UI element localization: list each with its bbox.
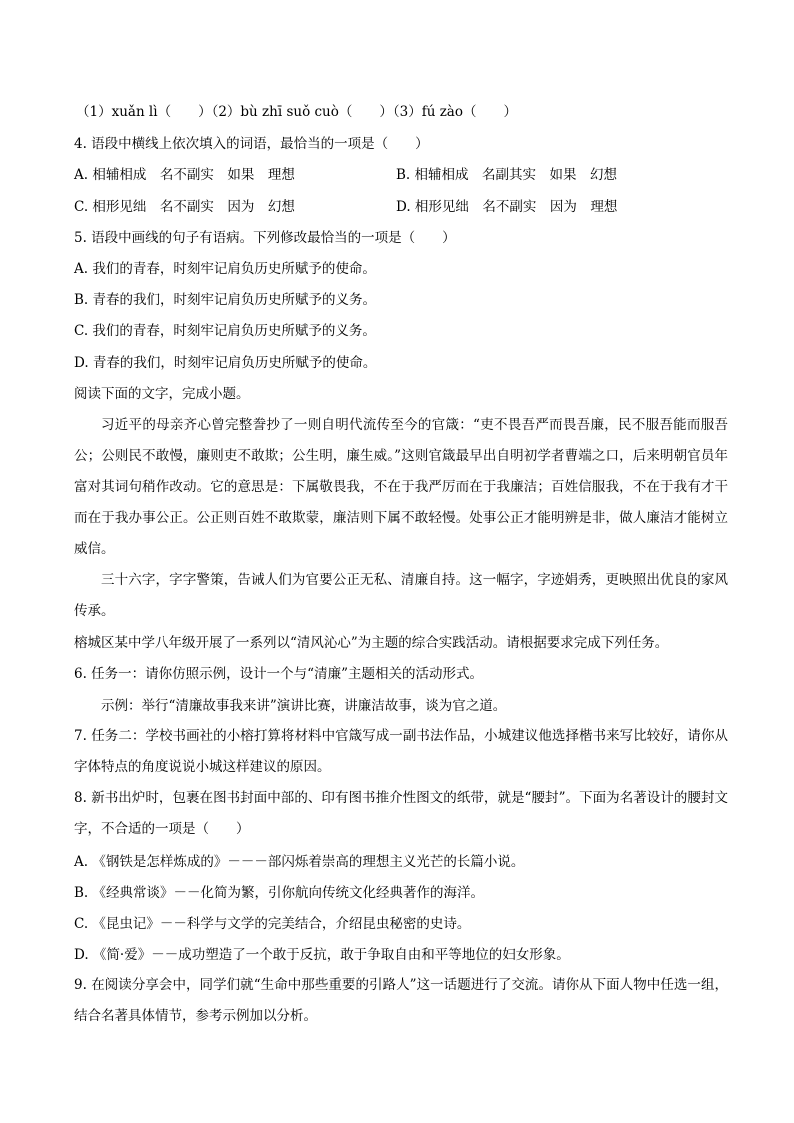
q4-option-b: B. 相辅相成 名副其实 如果 幻想 xyxy=(396,167,618,183)
q4-options-row-2 xyxy=(74,197,674,217)
q8-option-a: A. 《钢铁是怎样炼成的》－－－部闪烁着崇高的理想主义光芒的长篇小说。 xyxy=(74,854,525,870)
q4-option-c: C. 相形见绌 名不副实 因为 幻想 xyxy=(74,199,295,215)
q4-option-d: D. 相形见绌 名不副实 因为 理想 xyxy=(396,199,618,215)
q4-option-a: A. 相辅相成 名不副实 如果 理想 xyxy=(74,167,295,183)
q5-option-d: D. 青春的我们，时刻牢记肩负历史所赋予的使命。 xyxy=(74,355,377,371)
q4-options-row-1 xyxy=(74,165,674,185)
q8-option-d: D. 《简·爱》－－成功塑造了一个敢于反抗，敢于争取自由和平等地位的妇女形象。 xyxy=(74,947,570,963)
q8-stem: 8. 新书出炉时，包裹在图书封面中部的、印有图书推介性图文的纸带，就是“腰封”。下面为名著设计的腰封文字，不合适的一项是（ ） xyxy=(74,790,728,837)
activity-intro: 榕城区某中学八年级开展了一系列以“清风沁心”为主题的综合实践活动。请根据要求完成下列任务。 xyxy=(74,635,669,651)
q7-task: 7. 任务二：学校书画社的小榕打算将材料中官箴写成一副书法作品，小城建议他选择楷书来写比较好，请你从字体特点的角度说说小城这样建议的原因。 xyxy=(74,728,728,775)
q6-example: 示例：举行“清廉故事我来讲”演讲比赛，讲廉洁故事，谈为官之道。 xyxy=(101,698,507,714)
reading-intro: 阅读下面的文字，完成小题。 xyxy=(74,386,250,402)
q8-option-b: B. 《经典常谈》－－化简为繁，引你航向传统文化经典著作的海洋。 xyxy=(74,885,485,901)
q5-option-c: C. 我们的青春，时刻牢记肩负历史所赋予的义务。 xyxy=(74,323,376,339)
q5-stem: 5. 语段中画线的句子有语病。下列修改最恰当的一项是（ ） xyxy=(74,230,456,246)
q8-option-c: C. 《昆虫记》－－科学与文学的完美结合，介绍昆虫秘密的史诗。 xyxy=(74,916,471,932)
q6-task: 6. 任务一：请你仿照示例，设计一个与“清廉”主题相关的活动形式。 xyxy=(74,666,483,682)
q5-option-a: A. 我们的青春，时刻牢记肩负历史所赋予的使命。 xyxy=(74,261,376,277)
reading-paragraph-2: 三十六字，字字警策，告诫人们为官要公正无私、清廉自持。这一幅字，字迹娟秀，更映照出优良的家风传承。 xyxy=(74,572,728,619)
q5-option-b: B. 青春的我们，时刻牢记肩负历史所赋予的义务。 xyxy=(74,292,377,308)
q9-stem: 9. 在阅读分享会中，同学们就“生命中那些重要的引路人”这一话题进行了交流。请你从下面人物中任选一组，结合名著具体情节，参考示例加以分析。 xyxy=(74,977,728,1024)
reading-paragraph-1: 习近平的母亲齐心曾完整誊抄了一则自明代流传至今的官箴：“吏不畏吾严而畏吾廉，民不服吾能而服吾公；公则民不敢慢，廉则吏不敢欺；公生明，廉生威。”这则官箴最早出自明初学者曹端之口，后来明朝官员年富对其词句稍作改动。它的意思是：下属敬畏我，不在于我严厉而在于我廉洁；百姓信服我，不在于我有才干而在于我办事公正。公正则百姓不敢欺蒙，廉洁则下属不敢轻慢。处事公正才能明辨是非，做人廉洁才能树立威信。 xyxy=(74,417,728,557)
q3-pinyin-line: （1）xuǎn lì（ ）（2）bù zhī suǒ cuò（ ）（3）fú zào（ ） xyxy=(76,104,517,120)
q4-stem: 4. 语段中横线上依次填入的词语，最恰当的一项是（ ） xyxy=(74,136,429,152)
